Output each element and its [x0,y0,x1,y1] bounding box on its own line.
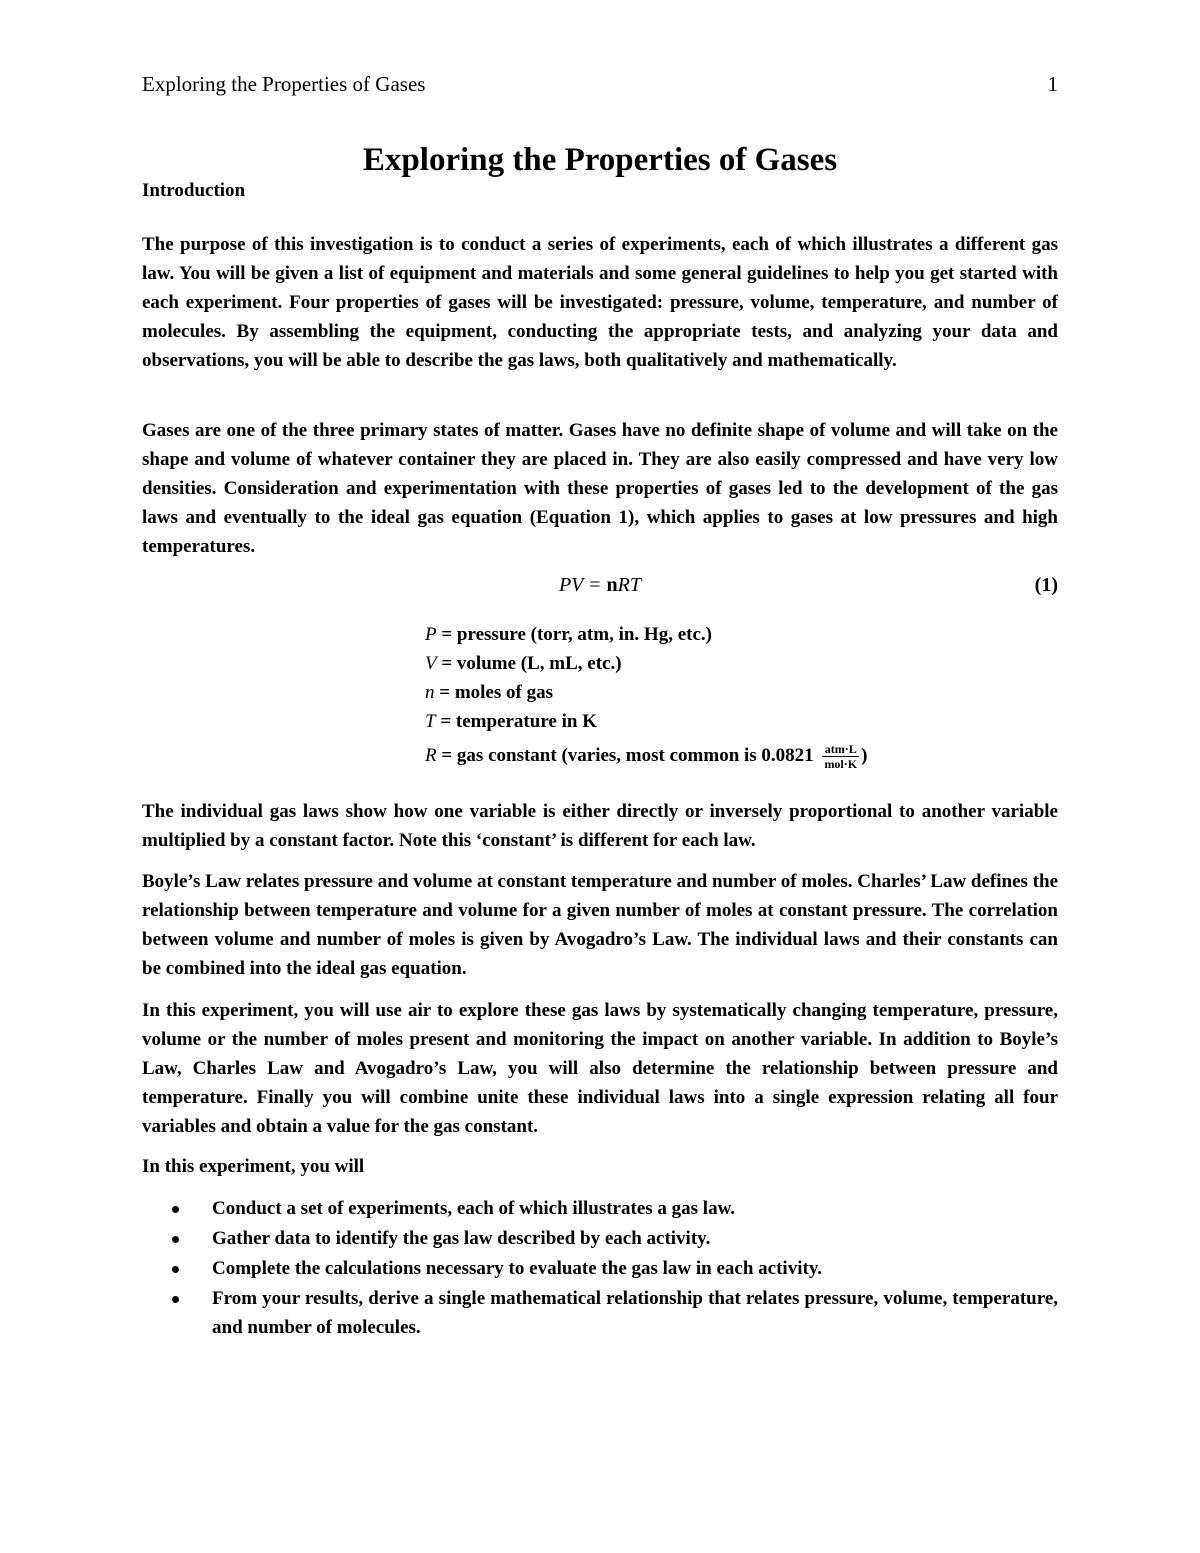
variable-definitions [425,620,867,776]
list-item [142,1284,1058,1342]
bullet-icon [172,1206,179,1213]
document-title: Exploring the Properties of Gases [362,142,838,178]
variable-symbol: n [425,682,435,703]
variable-definition: = moles of gas [434,682,553,703]
variable-row-volume [425,649,867,678]
paragraph-purpose: The purpose of this investigation is to conduct a series of experiments, each of which illustrates a different gas law. You will be given a list of equipment and materials and some general guidelines to help you get started with each experiment. Four properties of gases will be investigated: pressure, volume, temperature, and number of molecules. By assembling the equipment, conducting the appropriate tests, and analyzing your data and observations, you will be able to describe the gas laws, both qualitatively and mathematically. [142,234,1058,371]
running-header-title: Exploring the Properties of Gases [142,72,426,96]
list-item-text: Gather data to identify the gas law described by each activity. [212,1228,711,1249]
equation-rt: RT [617,574,642,596]
variable-row-pressure [425,620,867,649]
equation-number: (1) [1034,574,1058,596]
closing-paren: ) [861,745,868,766]
paragraph-objectives-intro: In this experiment, you will [142,1156,365,1177]
variable-symbol: T [425,711,436,732]
variable-definition: = pressure (torr, atm, in. Hg, etc.) [436,624,712,645]
paragraph-individual-laws: The individual gas laws show how one variable is either directly or inversely proportional to another variable multiplied by a constant factor. Note this ‘constant’ is different for each law. [142,801,1058,851]
list-item [142,1254,1058,1283]
ideal-gas-equation [142,574,1058,604]
bullet-icon [172,1296,179,1303]
gas-constant-unit-fraction [822,742,859,771]
equation-lhs: PV [558,574,584,596]
variable-definition: = gas constant (varies, most common is 0.0821 [436,745,814,766]
bullet-icon [172,1236,179,1243]
list-item-text: Complete the calculations necessary to evaluate the gas law in each activity. [212,1258,823,1279]
variable-symbol: R [425,745,437,766]
variable-symbol: P [425,624,437,645]
section-heading-introduction: Introduction [142,180,246,201]
list-item [142,1194,1058,1223]
paragraph-gases: Gases are one of the three primary states of matter. Gases have no definite shape of volume and will take on the shape and volume of whatever container they are placed in. They are also easily compressed and have very low densities. Consideration and experimentation with these properties of gases led to the development of the gas laws and eventually to the ideal gas equation (Equation 1), which applies to gases at low pressures and high temperatures. [142,420,1058,557]
variable-row-temperature [425,707,867,736]
equation-n: n [606,574,618,596]
running-header [142,72,1058,104]
bullet-icon [172,1266,179,1273]
variable-row-gas-constant [425,736,867,776]
equation-equals: = [583,574,607,596]
paragraph-experiment-overview: In this experiment, you will use air to explore these gas laws by systematically changing temperature, pressure, volume or the number of moles present and monitoring the impact on another variable. In addition to Boyle’s Law, Charles Law and Avogadro’s Law, you will also determine the relationship between pressure and temperature. Finally you will combine unite these individual laws into a single expression relating all four variables and obtain a value for the gas constant. [142,1000,1058,1137]
unit-numerator: atm·L [822,742,859,757]
variable-row-moles [425,678,867,707]
list-item [142,1224,1058,1253]
page-number: 1 [1047,72,1058,96]
unit-denominator: mol·K [824,757,858,772]
variable-definition: = temperature in K [435,711,597,732]
objectives-list [142,1194,1058,1343]
variable-symbol: V [425,653,437,674]
variable-definition: = volume (L, mL, etc.) [436,653,622,674]
list-item-text: From your results, derive a single mathematical relationship that relates pressure, volume, temperature, and number of molecules. [212,1288,1058,1338]
list-item-text: Conduct a set of experiments, each of which illustrates a gas law. [212,1198,735,1219]
equation-formula [142,574,1058,597]
paragraph-boyles-law: Boyle’s Law relates pressure and volume at constant temperature and number of moles. Charles’ Law defines the relationship between temperature and volume for a given number of moles at constant pressure. The correlation between volume and number of moles is given by Avogadro’s Law. The individual laws and their constants can be combined into the ideal gas equation. [142,871,1058,979]
